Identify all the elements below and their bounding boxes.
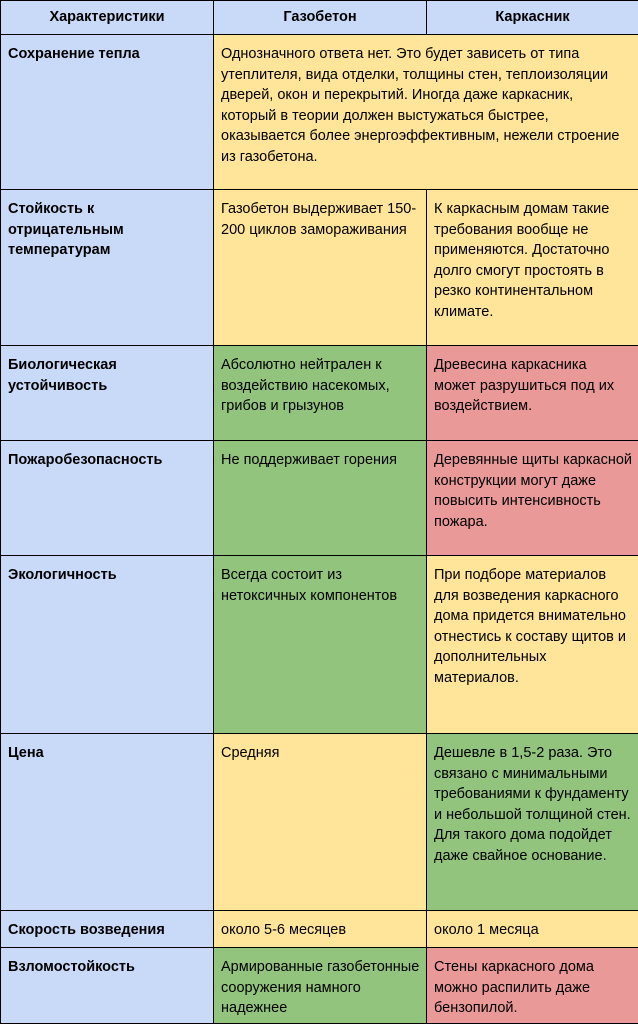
row-label: Скорость возведения bbox=[1, 911, 214, 948]
table-row bbox=[1, 190, 638, 346]
gazobeton-cell: Всегда состоит из нетоксичных компонентов bbox=[214, 556, 427, 734]
table-row bbox=[1, 948, 638, 1024]
row-label: Цена bbox=[1, 734, 214, 911]
karkasnik-cell: Древесина каркасника может разрушиться под их воздействием. bbox=[427, 346, 638, 441]
row-label: Пожаробезопасность bbox=[1, 441, 214, 556]
karkasnik-cell: К каркасным домам такие требования вообще не применяются. Достаточно долго смогут простоять в резко континентальном климате. bbox=[427, 190, 638, 346]
row-label: Сохранение тепла bbox=[1, 35, 214, 190]
karkasnik-cell: При подборе материалов для возведения каркасного дома придется внимательно отнестись к составу щитов и дополнительных материалов. bbox=[427, 556, 638, 734]
table-row bbox=[1, 346, 638, 441]
row-label: Взломостойкость bbox=[1, 948, 214, 1024]
karkasnik-cell: Деревянные щиты каркасной конструкции могут даже повысить интенсивность пожара. bbox=[427, 441, 638, 556]
gazobeton-cell: Не поддерживает горения bbox=[214, 441, 427, 556]
karkasnik-cell: около 1 месяца bbox=[427, 911, 638, 948]
header-gazobeton: Газобетон bbox=[214, 1, 427, 35]
karkasnik-cell: Дешевле в 1,5-2 раза. Это связано с минимальными требованиями к фундаменту и небольшой толщиной стен. Для такого дома подойдет даже свайное основание. bbox=[427, 734, 638, 911]
gazobeton-cell: Армированные газобетонные сооружения намного надежнее bbox=[214, 948, 427, 1024]
gazobeton-cell: Газобетон выдерживает 150-200 циклов замораживания bbox=[214, 190, 427, 346]
row-label: Экологичность bbox=[1, 556, 214, 734]
gazobeton-cell: около 5-6 месяцев bbox=[214, 911, 427, 948]
gazobeton-cell: Средняя bbox=[214, 734, 427, 911]
table-row bbox=[1, 441, 638, 556]
row-label: Биологическая устойчивость bbox=[1, 346, 214, 441]
row-label: Стойкость к отрицательным температурам bbox=[1, 190, 214, 346]
header-karkasnik: Каркасник bbox=[427, 1, 638, 35]
table-row bbox=[1, 35, 638, 190]
table-row bbox=[1, 911, 638, 948]
header-characteristics: Характеристики bbox=[1, 1, 214, 35]
table-row bbox=[1, 556, 638, 734]
karkasnik-cell: Стены каркасного дома можно распилить даже бензопилой. bbox=[427, 948, 638, 1024]
merged-cell: Однозначного ответа нет. Это будет зависеть от типа утеплителя, вида отделки, толщины стен, теплоизоляции дверей, окон и перекрытий. Иногда даже каркасник, который в теории должен выстужаться быстрее, оказывается более энергоэффективным, нежели строение из газобетона. bbox=[214, 35, 638, 190]
header-row bbox=[1, 1, 638, 35]
table-row bbox=[1, 734, 638, 911]
gazobeton-cell: Абсолютно нейтрален к воздействию насекомых, грибов и грызунов bbox=[214, 346, 427, 441]
